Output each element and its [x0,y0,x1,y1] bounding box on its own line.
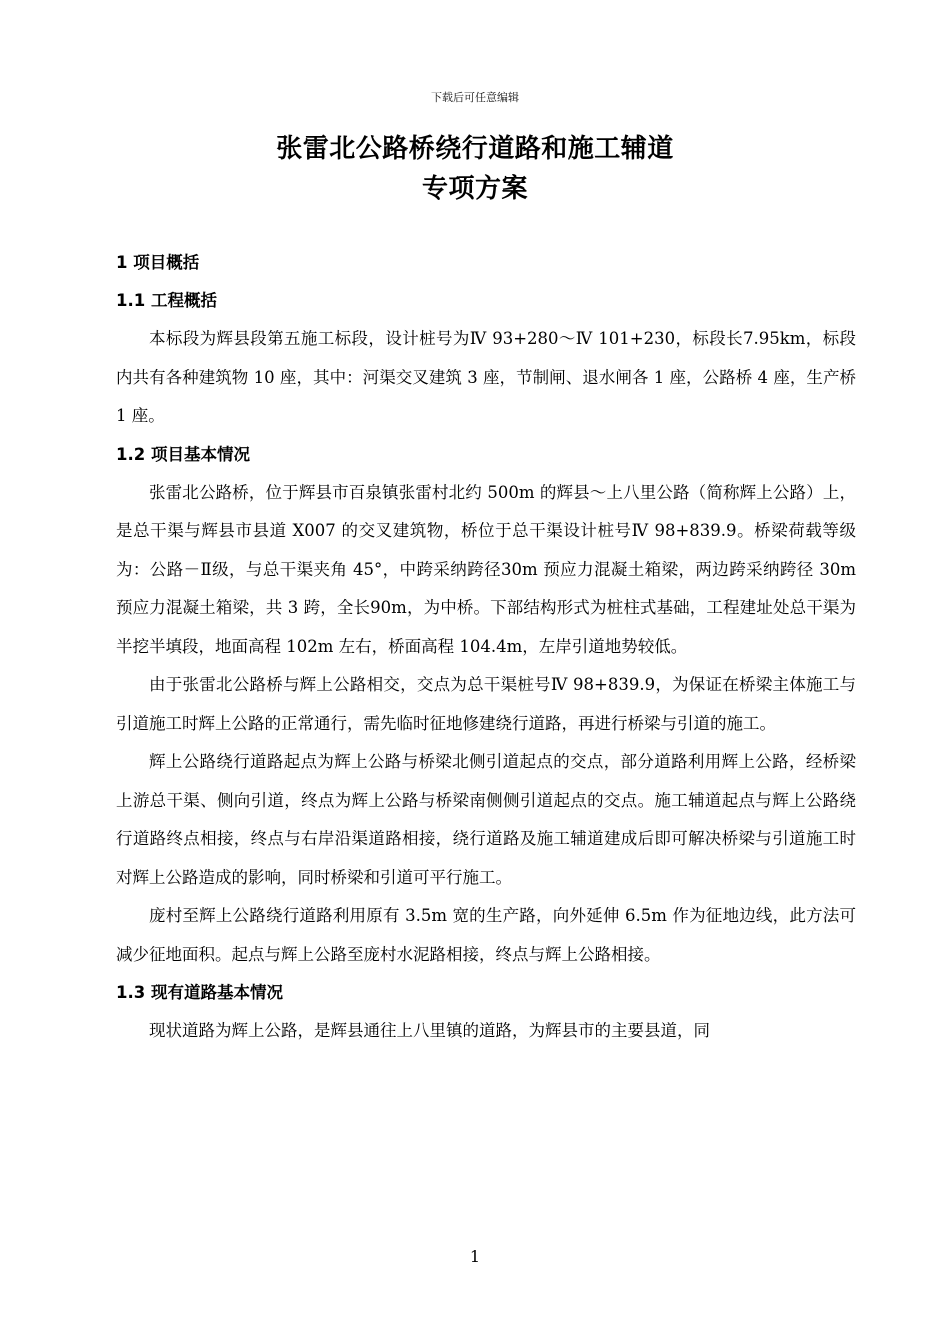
page-number: 1 [469,1247,481,1266]
paragraph-1-2-4: 庞村至辉上公路绕行道路利用原有 3.5m 宽的生产路，向外延伸 6.5m 作为征地边线，此方法可减少征地面积。起点与辉上公路至庞村水泥路相接，终点与辉上公路相接。 [116,906,856,964]
document-title-line2: 专项方案 [421,174,528,204]
paragraph-1-1-1: 本标段为辉县段第五施工标段，设计桩号为Ⅳ 93+280～Ⅳ 101+230，标段长7.95km，标段内共有各种建筑物 10 座，其中：河渠交叉建筑 3 座，节制闸、退水闸各 1 座，公路桥 4 座，生产桥 1 座。 [116,329,856,425]
paragraph-1-2-1: 张雷北公路桥，位于辉县市百泉镇张雷村北约 500m 的辉县～上八里公路（简称辉上公路）上，是总干渠与辉县市县道 X007 的交叉建筑物，桥位于总干渠设计桩号Ⅳ 98+839.9。桥梁荷载等级为：公路－Ⅱ级，与总干渠夹角 45°，中跨采纳跨径30m 预应力混凝土箱梁，两边跨采纳跨径 30m 预应力混凝土箱梁，共 3 跨，全长90m，为中桥。下部结构形式为桩柱式基础，工程建址处总干渠为半挖半填段，地面高程 102m 左右，桥面高程 104.4m，左岸引道地势较低。 [116,482,856,656]
section-heading-1-2: 1.2 项目基本情况 [116,444,250,464]
paragraph-1-2-2: 由于张雷北公路桥与辉上公路相交，交点为总干渠桩号Ⅳ 98+839.9，为保证在桥梁主体施工与引道施工时辉上公路的正常通行，需先临时征地修建绕行道路，再进行桥梁与引道的施工。 [116,675,856,733]
paragraph-1-2-3: 辉上公路绕行道路起点为辉上公路与桥梁北侧引道起点的交点，部分道路利用辉上公路，经桥梁上游总干渠、侧向引道，终点为辉上公路与桥梁南侧侧引道起点的交点。施工辅道起点与辉上公路绕行道路终点相接，终点与右岸沿渠道路相接，绕行道路及施工辅道建成后即可解决桥梁与引道施工时对辉上公路造成的影响，同时桥梁和引道可平行施工。 [116,752,856,887]
paragraph-1-3-1: 现状道路为辉上公路，是辉县通往上八里镇的道路，为辉县市的主要县道，同 [149,1021,710,1040]
document-body [116,244,856,1051]
section-heading-1-3: 1.3 现有道路基本情况 [116,983,283,1002]
document-title-line1: 张雷北公路桥绕行道路和施工辅道 [276,134,674,164]
section-heading-1-1: 1.1 工程概括 [116,291,217,310]
section-heading-1: 1 项目概括 [116,253,200,272]
header-note: 下载后可任意编辑 [431,91,519,104]
